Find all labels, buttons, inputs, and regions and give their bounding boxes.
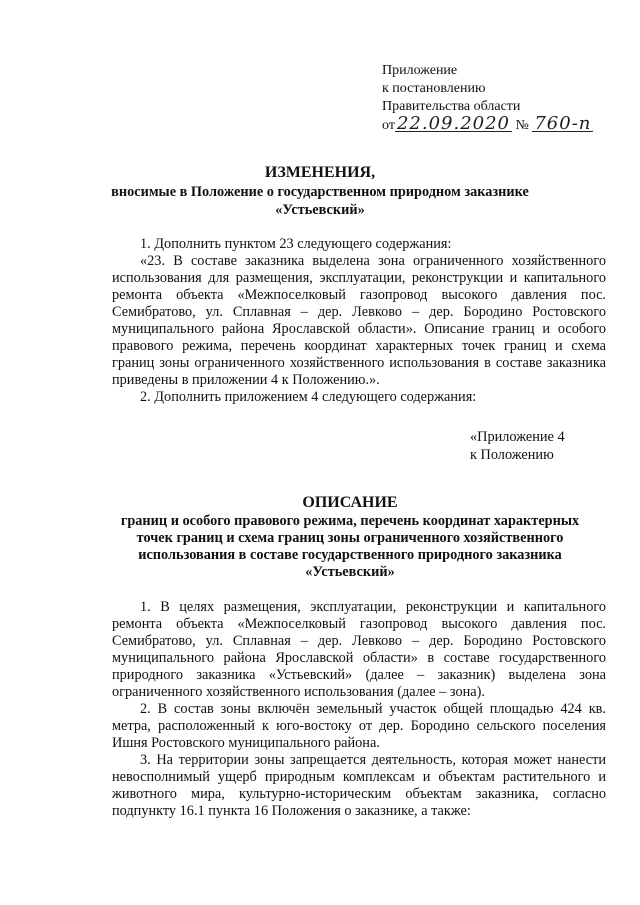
description-subtitle-line-3: использования в составе государственного природного заказника	[138, 547, 562, 563]
description-subtitle-line-1: границ и особого правового режима, перечень координат характерных	[120, 513, 580, 529]
description-body	[112, 599, 606, 820]
changes-body	[112, 236, 606, 406]
description-paragraph-1: 1. В целях размещения, эксплуатации, реконструкции и капитального ремонта объекта «Межпоселковый газопровод высокого давления пос. Семибратово, ул. Сплавная – дер. Левково – дер. Бородино Ростовского муниципального района Ярославской области» в составе государственного природного заказника «Устьевский» (далее – заказник) выделена зона ограниченного хозяйственного использования (далее – зона).	[112, 599, 606, 700]
handwritten-date: 22.09.2020	[396, 113, 510, 134]
description-heading: ОПИСАНИЕ	[302, 494, 398, 511]
changes-paragraph-1: 1. Дополнить пунктом 23 следующего содержания:	[140, 236, 452, 252]
description-paragraph-2: 2. В состав зоны включён земельный участок общей площадью 424 кв. метра, расположенный к юго-востоку от дер. Бородино сельского поселения Ишня Ростовского муниципального района.	[112, 701, 606, 751]
appendix-line-1: Приложение	[382, 63, 458, 78]
appendix-line-2: к постановлению	[382, 81, 486, 96]
changes-paragraph-2: «23. В составе заказника выделена зона ограниченного хозяйственного использования для размещения, эксплуатации, реконструкции и капитального ремонта объекта «Межпоселковый газопровод высокого давления пос. Семибратово, ул. Сплавная – дер. Левково – дер. Бородино Ростовского муниципального района Ярославской области». Описание границ и особого правового режима, перечень координат характерных точек границ и схема границ зоны ограниченного хозяйственного использования в составе заказника приведены в приложении 4 к Положению.».	[112, 253, 606, 388]
from-prefix: от	[382, 118, 395, 133]
description-subtitle-line-4: «Устьевский»	[305, 564, 395, 580]
changes-title	[100, 163, 540, 219]
sub-appendix-line-1: «Приложение 4	[470, 429, 565, 445]
description-title	[100, 493, 600, 581]
description-paragraph-3: 3. На территории зоны запрещается деятельность, которая может нанести невосполнимый ущерб природным комплексам и объектам растительного и животного мира, культурно-историческим объектам заказника, согласно подпункту 16.1 пункта 16 Положения о заказнике, а также:	[112, 752, 606, 819]
changes-subtitle-line-2: «Устьевский»	[275, 202, 365, 218]
appendix-line-3: Правительства области	[382, 99, 521, 114]
sub-appendix-line-2: к Положению	[470, 447, 554, 463]
changes-heading: ИЗМЕНЕНИЯ,	[264, 164, 376, 181]
handwritten-number: 760-п	[534, 113, 592, 134]
sub-appendix-header	[470, 428, 565, 464]
appendix-date-number-line	[382, 113, 593, 135]
appendix-header	[382, 62, 593, 135]
changes-paragraph-3: 2. Дополнить приложением 4 следующего содержания:	[140, 389, 477, 405]
number-label: №	[515, 118, 529, 133]
description-subtitle-line-2: точек границ и схема границ зоны ограниченного хозяйственного	[136, 530, 564, 546]
changes-subtitle-line-1: вносимые в Положение о государственном природном заказнике	[111, 184, 529, 200]
